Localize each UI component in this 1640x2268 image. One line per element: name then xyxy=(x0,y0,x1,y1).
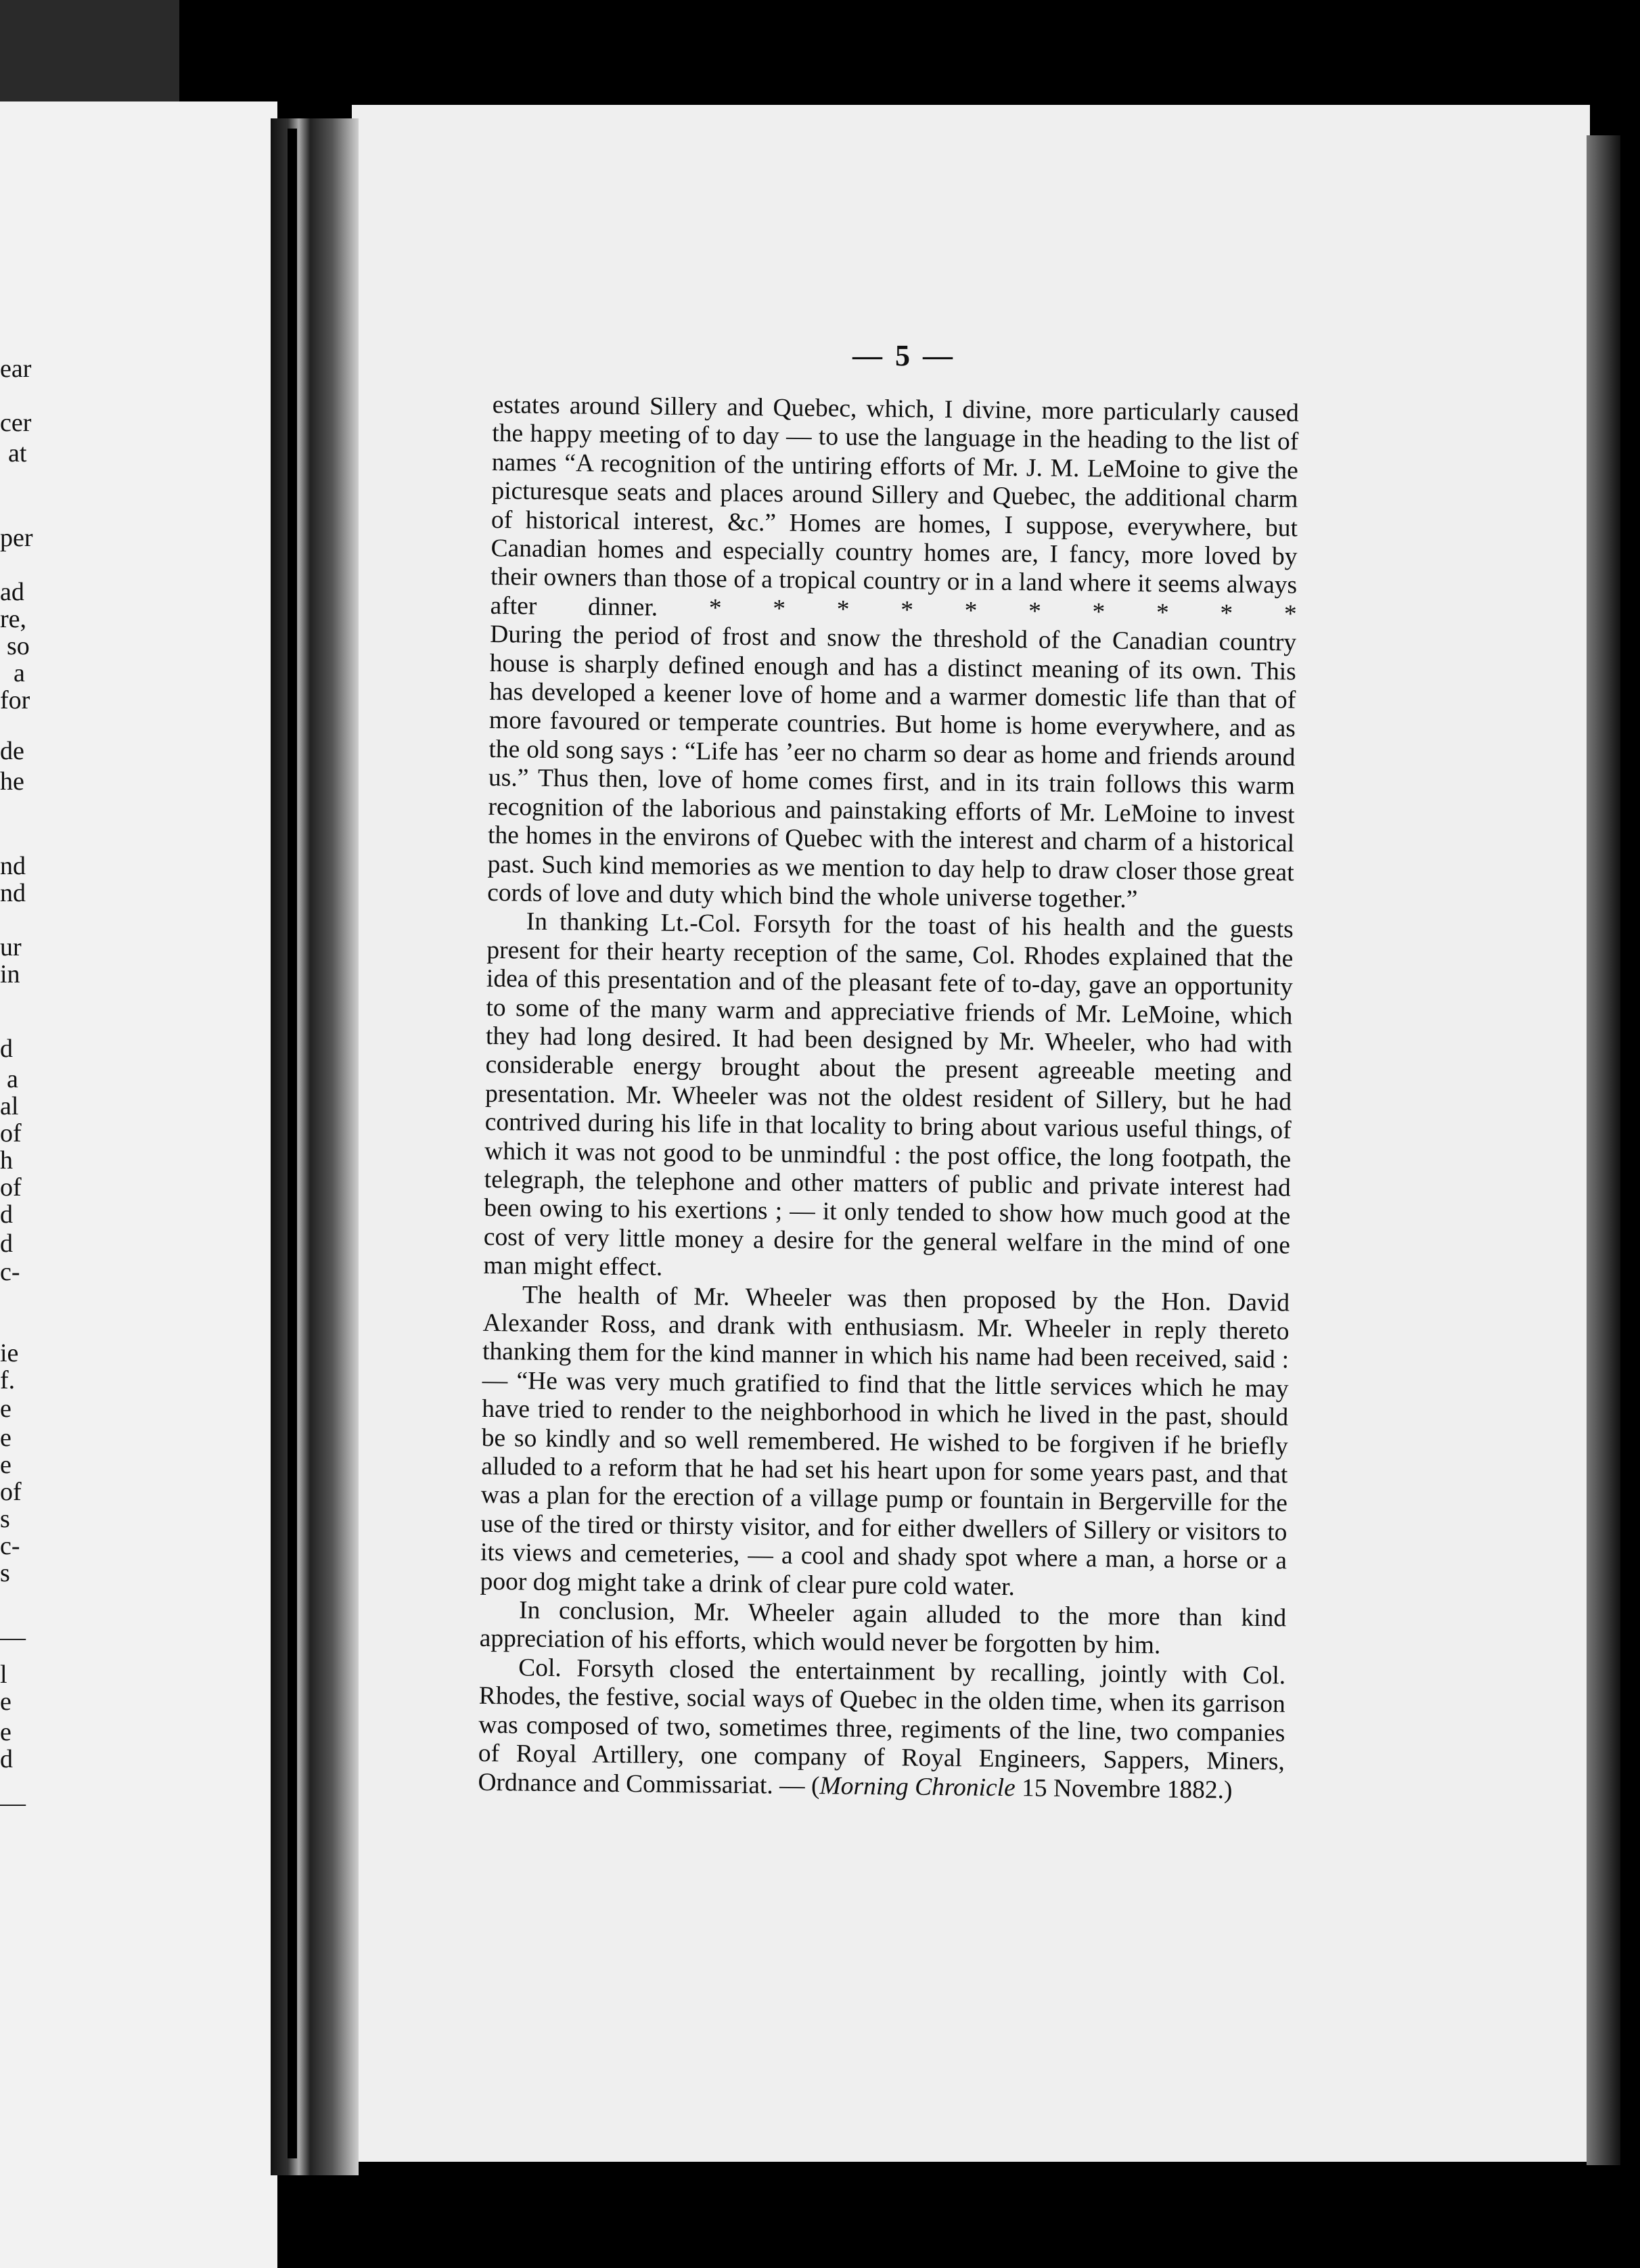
paragraph-text: Col. Forsyth closed the entertainment by recalling, jointly with Col. Rhodes, the festive, social ways of Quebec in the olden time, when its garrison was composed of two, sometimes three, regiments of the line, two companies of Royal Artillery, one company of Royal Engineers, Sappers, Miners, Ordnance and Commissariat. — ( xyxy=(478,1654,1286,1800)
left-fragment: s xyxy=(0,1559,10,1587)
page-gutter-shadow xyxy=(271,118,359,2175)
left-fragment: e xyxy=(0,1394,12,1423)
page-number: — 5 — xyxy=(852,339,955,372)
left-fragment: f. xyxy=(0,1366,16,1394)
left-fragment: for xyxy=(0,686,30,715)
source-date: 15 Novembre 1882.) xyxy=(1015,1773,1233,1805)
left-fragment: al xyxy=(0,1092,19,1120)
section-break-stars: * * * * * * * * * * xyxy=(708,594,1297,629)
left-fragment: at xyxy=(8,439,27,468)
right-page-edge xyxy=(1587,135,1620,2165)
left-fragment: of xyxy=(0,1173,22,1202)
left-fragment: cer xyxy=(0,409,32,437)
paragraph: During the period of frost and snow the threshold of the Canadian country house is sharply defined enough and has a distinct meaning of its own. This has developed a keener love of home and a warmer domestic life than that of more favoured or temperate countries. But home is home everywhere, and as the old song says : “Life has ’eer no charm so dear as home and friends around us.” Thus then, love of home comes first, and in its train follows this warm recognition of the laborious and painstaking efforts of Mr. LeMoine to invest the homes in the environs of Quebec with the interest and charm of a historical past. Such kind memories as we mention to day help to draw closer those great cords of love and duty which bind the whole universe together.” xyxy=(487,620,1297,913)
left-fragment: nd xyxy=(0,879,26,907)
left-fragment: e xyxy=(0,1687,12,1716)
paragraph: In thanking Lt.-Col. Forsyth for the toast of his health and the guests present for their hearty reception of the same, Col. Rhodes explained that the idea of this presentation and of the pleasant fete of to-day, gave an opportunity to some of the many warm and appreciative friends of Mr. LeMoine, which they had long desired. It had been designed by Mr. Wheeler, who had with considerable energy brought about the present agreeable meeting and presentation. Mr. Wheeler was not the oldest resident of Sillery, but he had contrived during his life in that locality to bring about various useful things, of which it was not good to be unmindful : the post office, the long footpath, the telegraph, the telephone and other matters of public and private interest had been owing to his exertions ; — it only tended to show how much good at the cost of very little money a desire for the general welfare in the mind of one man might effect. xyxy=(483,907,1294,1282)
left-fragment: h xyxy=(0,1146,13,1175)
paragraph: In conclusion, Mr. Wheeler again alluded to the more than kind appreciation of his efforts, which would never be forgotten by him. xyxy=(479,1596,1287,1660)
left-fragment: per xyxy=(0,524,33,552)
left-fragment: ur xyxy=(0,933,22,961)
left-fragment: ear xyxy=(0,355,32,383)
left-page-text-fragments xyxy=(0,101,277,2268)
left-fragment: of xyxy=(0,1119,22,1148)
paragraph-end-text: after dinner. xyxy=(490,591,658,622)
left-page-top-shadow xyxy=(0,0,179,101)
paragraph: The health of Mr. Wheeler was then proposed by the Hon. David Alexander Ross, and drank with enthusiasm. Mr. Wheeler in reply thereto thanking them for the kind manner in which his name had been received, said : — “He was very much gratified to find that the little services which he may have tried to render to the neighborhood in which he lived in the past, should be so kindly and so well remembered. He wished to be forgiven if he briefly alluded to a reform that he had set his heart upon for some years past, and that was a plan for the erection of a village pump or fountain in Bergerville for the use of the tired or thirsty visitor, and for either dwellers of Sillery or visitors to its views and cemeteries, — a cool and shady spot where a man, a horse or a poor dog might take a drink of clear pure cold water. xyxy=(480,1281,1290,1601)
left-fragment: in xyxy=(0,960,20,989)
left-fragment: ad xyxy=(0,578,24,606)
left-fragment: d xyxy=(0,1229,13,1258)
left-fragment: — xyxy=(0,1789,26,1817)
paragraph-closing xyxy=(478,1654,1285,1806)
left-fragment: d xyxy=(0,1745,13,1773)
article-body xyxy=(478,391,1299,1805)
left-fragment: e xyxy=(0,1424,12,1452)
left-fragment: d xyxy=(0,1200,13,1229)
left-fragment: a xyxy=(7,1065,18,1093)
left-fragment: c- xyxy=(0,1258,20,1286)
left-fragment: nd xyxy=(0,852,26,880)
left-fragment: so xyxy=(7,632,30,660)
left-fragment: d xyxy=(0,1035,13,1063)
source-name: Morning Chronicle xyxy=(819,1771,1016,1802)
paragraph: estates around Sillery and Quebec, which, I divine, more particularly caused the happy meeting of to day — to use the language in the heading to the list of names “A recognition of the untiring efforts of Mr. J. M. LeMoine to give the picturesque seats and places around Sillery and Quebec, the additional charm of historical interest, &c.” Homes are homes, I suppose, everywhere, but Canadian homes and especially country homes are, I fancy, more loved by their owners than those of a tropical country or in a land where it seems always xyxy=(490,391,1299,599)
left-fragment: ie xyxy=(0,1339,19,1367)
left-fragment: de xyxy=(0,737,24,765)
left-fragment: of xyxy=(0,1478,22,1506)
left-fragment: s xyxy=(0,1505,10,1533)
left-fragment: he xyxy=(0,767,24,796)
left-facing-page xyxy=(0,101,277,2268)
left-fragment: e xyxy=(0,1451,12,1479)
left-fragment: c- xyxy=(0,1532,20,1560)
left-fragment: a xyxy=(14,659,25,687)
binding-edge xyxy=(288,129,297,2158)
left-fragment: — xyxy=(0,1623,26,1652)
left-fragment: e xyxy=(0,1718,12,1746)
left-fragment: re, xyxy=(0,605,27,633)
left-fragment: l xyxy=(0,1660,7,1689)
